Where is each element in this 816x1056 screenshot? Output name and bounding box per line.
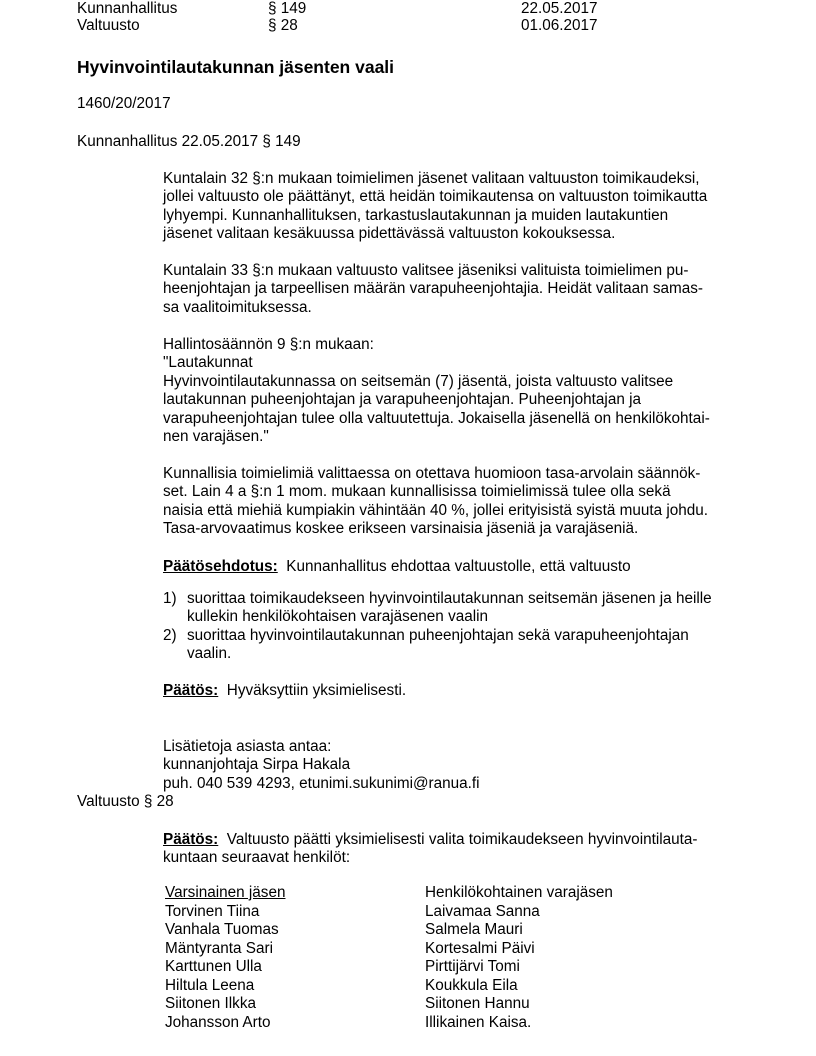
deputy-name: Kortesalmi Päivi	[425, 939, 535, 957]
proposal-list	[163, 590, 712, 664]
item-number: 1)	[163, 590, 177, 607]
contact-line: puh. 040 539 4293, etunimi.sukunimi@ranua.fi	[163, 774, 480, 792]
members-table	[163, 884, 613, 1032]
text-line: lautakunnan puheenjohtajan ja varapuheenjohtajan. Puheenjohtajan ja	[163, 391, 642, 409]
proposal-item	[163, 590, 712, 627]
text-line: "Lautakunnat	[163, 354, 253, 372]
member-name: Siitonen Ilkka	[165, 995, 256, 1012]
member-name: Torvinen Tiina	[165, 902, 260, 920]
kunnanhallitus-heading: Kunnanhallitus 22.05.2017 § 149	[77, 133, 301, 150]
header-date: 01.06.2017	[521, 17, 598, 34]
deputy-name: Laivamaa Sanna	[425, 902, 540, 920]
proposal-item	[163, 627, 712, 664]
decision-label: Päätös:	[163, 831, 219, 848]
member-name: Vanhala Tuomas	[165, 921, 279, 938]
table-row	[163, 1014, 613, 1033]
paragraph-tasa-arvolaki	[163, 465, 753, 539]
members-header-row	[163, 884, 613, 903]
item-line: suorittaa hyvinvointilautakunnan puheenjohtajan sekä varapuheenjohtajan	[187, 626, 689, 644]
header-date: 22.05.2017	[521, 0, 598, 17]
table-row	[163, 958, 613, 977]
deputy-name: Koukkula Eila	[425, 976, 518, 994]
text-line: sa vaalitoimituksessa.	[163, 298, 312, 316]
decision-text: Hyväksyttiin yksimielisesti.	[226, 682, 407, 699]
table-row	[163, 977, 613, 996]
deputy-name: Pirttijärvi Tomi	[425, 958, 520, 975]
deputy-name: Salmela Mauri	[425, 921, 523, 938]
valtuusto-heading: Valtuusto § 28	[77, 793, 174, 810]
table-row	[163, 995, 613, 1014]
kh-decision	[163, 682, 753, 700]
column-header-deputy: Henkilökohtainen varajäsen	[425, 884, 613, 901]
text-line: naisia että miehiä kumpiakin vähintään 40 %, jollei erityisistä syistä muuta johdu.	[163, 501, 709, 519]
item-line: kullekin henkilökohtaisen varajäsenen vaalin	[187, 608, 489, 626]
contact-line: kunnanjohtaja Sirpa Hakala	[163, 756, 351, 774]
text-line: jollei valtuusto ole päättänyt, että heidän toimikautensa on valtuuston toimikautta	[163, 188, 708, 206]
deputy-name: Siitonen Hannu	[425, 995, 530, 1012]
text-line: Kuntalain 32 §:n mukaan toimielimen jäsenet valitaan valtuuston toimikaudeksi,	[163, 170, 700, 187]
member-name: Karttunen Ulla	[165, 958, 262, 975]
item-line: suorittaa toimikaudekseen hyvinvointilautakunnan seitsemän jäsenen ja heille	[187, 590, 712, 607]
contact-info	[163, 738, 753, 793]
valtuusto-decision	[163, 831, 753, 868]
text-line: varapuheenjohtajan tulee olla valtuutettuja. Jokaisella jäsenellä on henkilökohtai-	[163, 409, 710, 427]
member-name: Hiltula Leena	[165, 976, 255, 994]
proposal	[163, 558, 753, 576]
column-header-member: Varsinainen jäsen	[165, 884, 286, 901]
text-line: heenjohtajan ja tarpeellisen määrän varapuheenjohtajia. Heidät valitaan samas-	[163, 280, 703, 298]
paragraph-kuntalain-32	[163, 170, 753, 244]
text-line: jäsenet valitaan kesäkuussa pidettävässä valtuuston kokouksessa.	[163, 225, 616, 243]
text-line: nen varajäsen."	[163, 428, 269, 446]
table-row	[163, 921, 613, 940]
header-body: Kunnanhallitus	[77, 0, 178, 17]
proposal-text: Kunnanhallitus ehdottaa valtuustolle, että valtuusto	[286, 558, 631, 575]
member-name: Johansson Arto	[165, 1013, 271, 1031]
item-line: vaalin.	[187, 645, 232, 663]
header-section: § 28	[268, 17, 298, 34]
text-line: Hallintosäännön 9 §:n mukaan:	[163, 336, 374, 353]
proposal-label: Päätösehdotus:	[163, 558, 278, 575]
text-line: set. Lain 4 a §:n 1 mom. mukaan kunnallisissa toimielimissä tulee olla sekä	[163, 483, 671, 501]
table-row	[163, 903, 613, 922]
table-row	[163, 940, 613, 959]
contact-line: Lisätietoja asiasta antaa:	[163, 738, 332, 755]
item-number: 2)	[163, 626, 177, 644]
text-line: Kunnallisia toimielimiä valittaessa on otettava huomioon tasa-arvolain säännök-	[163, 465, 701, 482]
text-line: Hyvinvointilautakunnassa on seitsemän (7) jäsentä, joista valtuusto valitsee	[163, 372, 674, 390]
paragraph-kuntalain-33	[163, 262, 753, 317]
text-line: lyhyempi. Kunnanhallituksen, tarkastuslautakunnan ja muiden lautakuntien	[163, 206, 669, 224]
case-number: 1460/20/2017	[77, 95, 171, 112]
member-name: Mäntyranta Sari	[165, 939, 273, 957]
header-body: Valtuusto	[77, 17, 140, 34]
text-line: Tasa-arvovaatimus koskee erikseen varsinaisia jäseniä ja varajäseniä.	[163, 520, 639, 538]
decision-text: kuntaan seuraavat henkilöt:	[163, 849, 351, 867]
deputy-name: Illikainen Kaisa.	[425, 1013, 532, 1031]
decision-text: Valtuusto päätti yksimielisesti valita toimikaudekseen hyvinvointilauta-	[226, 831, 698, 848]
paragraph-hallintosaanto	[163, 336, 753, 446]
text-line: Kuntalain 33 §:n mukaan valtuusto valitsee jäseniksi valituista toimielimen pu-	[163, 262, 689, 279]
decision-label: Päätös:	[163, 682, 219, 699]
header-section: § 149	[268, 0, 307, 17]
document-title: Hyvinvointilautakunnan jäsenten vaali	[77, 57, 395, 77]
